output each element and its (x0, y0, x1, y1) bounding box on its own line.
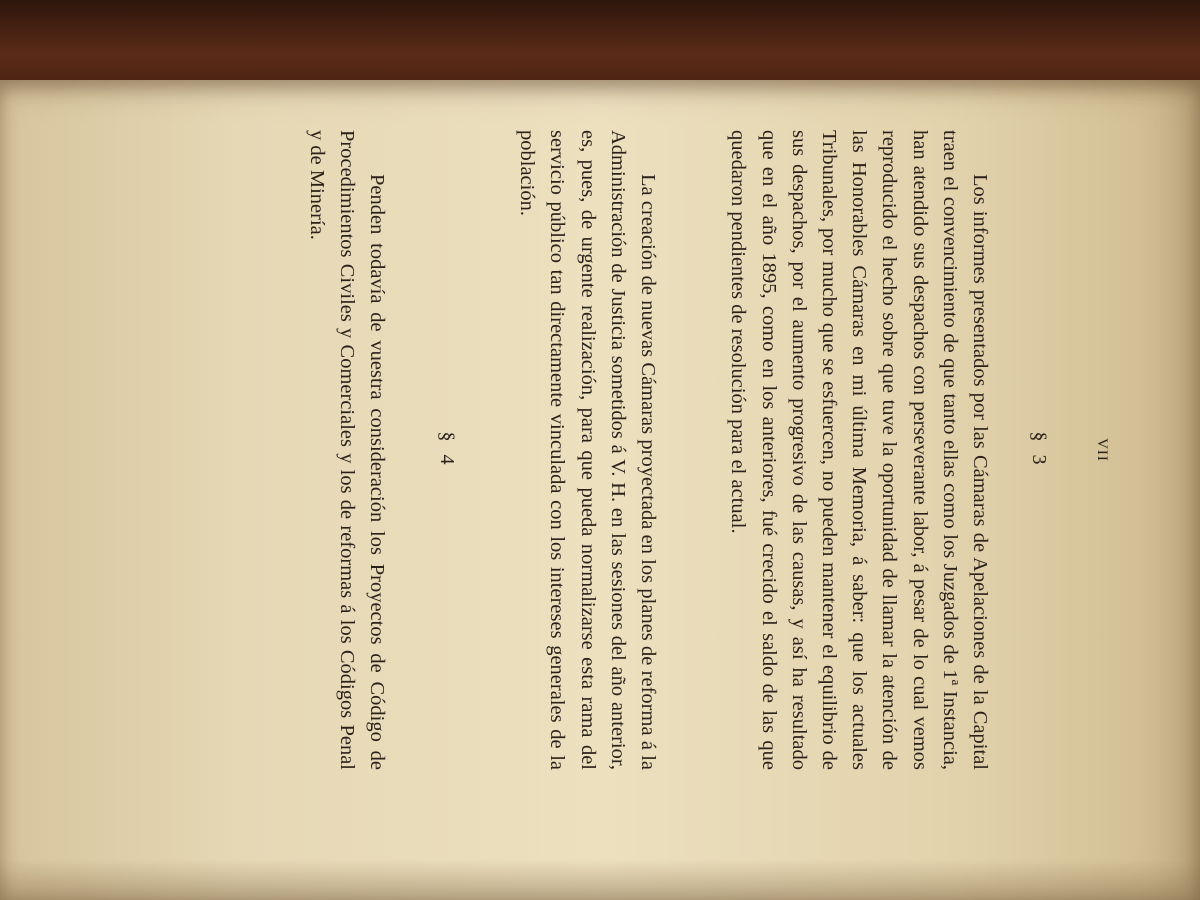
section-mark-4: § 4 (436, 431, 458, 469)
section-4 (435, 110, 458, 790)
paragraph-creacion: La creación de nuevas Cámaras proyectada en los planes de reforma á la Administración de Justicia sometidos á V. H. en las sesiones del año anterior, es, pues, de urgente realización, para que pueda normalizarse esta rama del servicio público tan directamente vinculada con los intereses generales de la población. (516, 130, 659, 770)
section-3 (1027, 110, 1050, 790)
rotated-text-block (90, 110, 1110, 790)
page-edge-shadow (0, 860, 1200, 900)
section-mark-3: § 3 (1028, 431, 1050, 469)
paragraph-penden: Penden todavía de vuestra consideración los Proyectos de Código de Procedimientos Civiles y Comerciales y los de reformas á los Códigos Penal y de Minería. (305, 130, 388, 770)
page-folio: VII (1094, 438, 1110, 462)
paragraph-informes: Los informes presentados por las Cámaras de Apelaciones de la Capital traen el convencimiento de que tanto ellas como los Juzgados de 1ª Instancia, han atendido sus despachos con perseverante labor, á pesar de lo cual vemos reproducido el hecho sobre que tuve la oportunidad de llamar la atención de las Honorables Cámaras en mi última Memoria, á saber: que los actuales Tribunales, por mucho que se esfuercen, no pueden mantener el equilibrio de sus despachos, por el aumento progresivo de las causas, y así ha resultado que en el año 1895, como en los anteriores, fué crecido el saldo de las que quedaron pendientes de resolución para el actual. (727, 130, 991, 770)
